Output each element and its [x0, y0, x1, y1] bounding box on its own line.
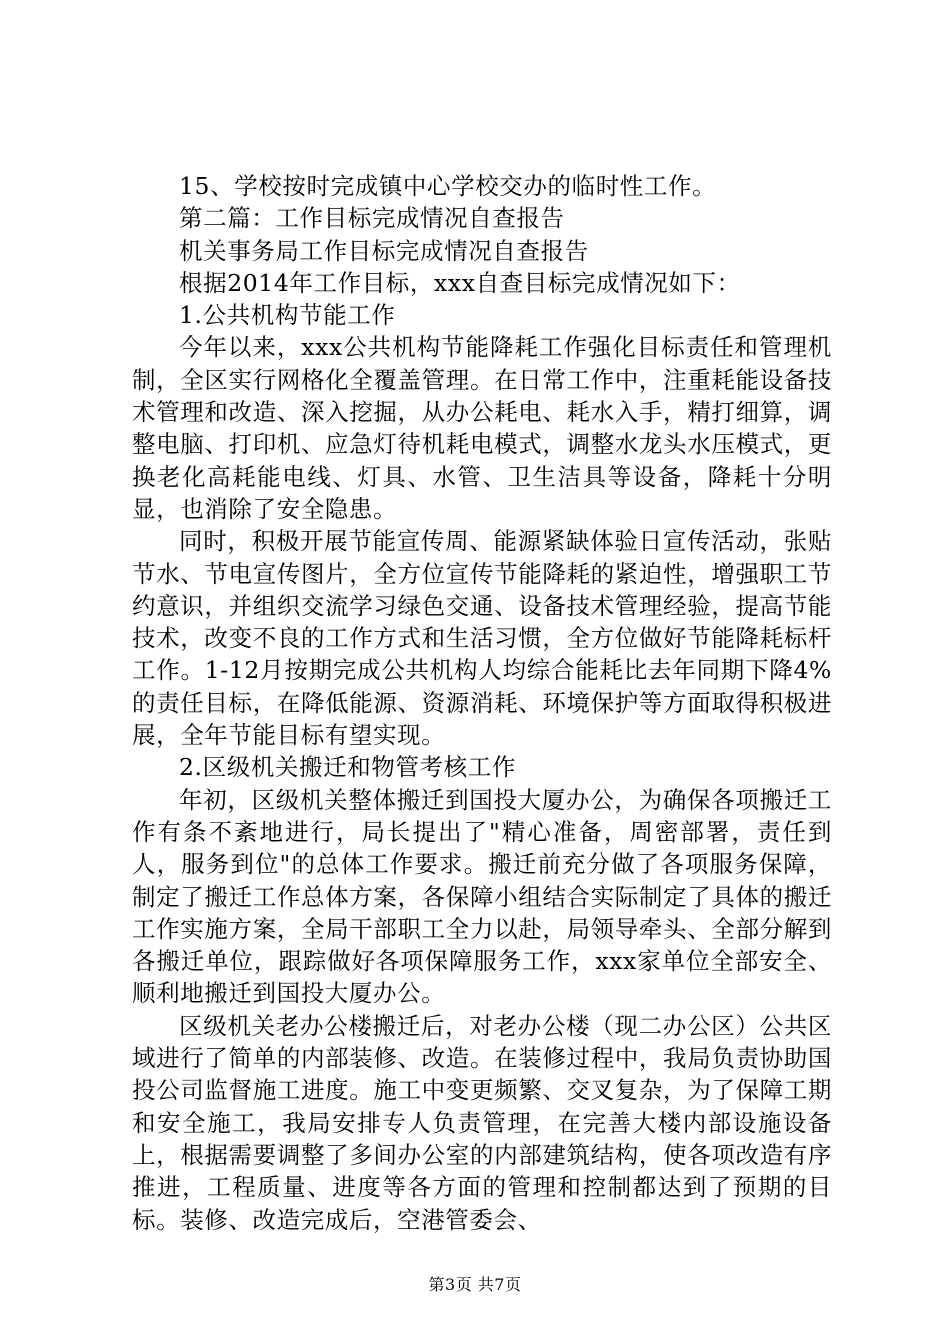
report-title: 机关事务局工作目标完成情况自查报告 — [179, 236, 589, 265]
paragraph-relocation-1: 年初，区级机关整体搬迁到国投大厦办公，为确保各项搬迁工作有条不紊地进行，局长提出了"精心准备，周密部署，责任到人，服务到位"的总体工作要求。搬迁前充分做了各项服务保障，制定了搬迁工作总体方案，各保障小组结合实际制定了具体的搬迁工作实施方案，全局干部职工全力以赴，局领导牵头、全部分解到各搬迁单位，跟踪做好各项保障服务工作，xxx家单位全部安全、顺利地搬迁到国投大厦办公。 — [132, 785, 832, 1008]
heading-energy-saving: 1.公共机构节能工作 — [179, 301, 396, 330]
page-footer — [0, 1272, 950, 1295]
section-title-part-two: 第二篇：工作目标完成情况自查报告 — [179, 204, 565, 233]
paragraph-energy-1: 今年以来，xxx公共机构节能降耗工作强化目标责任和管理机制，全区实行网格化全覆盖管理。在日常工作中，注重耗能设备技术管理和改造、深入挖掘，从办公耗电、耗水入手，精打细算，调整电脑、打印机、应急灯待机耗电模式，调整水龙头水压模式，更换老化高耗能电线、灯具、水管、卫生洁具等设备，降耗十分明显，也消除了安全隐患。 — [132, 333, 832, 523]
text-line-item-15: 15、学校按时完成镇中心学校交办的临时性工作。 — [179, 172, 717, 200]
intro-line: 根据2014年工作目标，xxx自查目标完成情况如下： — [179, 268, 741, 297]
document-body — [132, 170, 832, 1236]
paragraph-relocation-2: 区级机关老办公楼搬迁后，对老办公楼（现二办公区）公共区域进行了简单的内部装修、改造。在装修过程中，我局负责协助国投公司监督施工进度。施工中变更频繁、交叉复杂，为了保障工期和安全施工，我局安排专人负责管理，在完善大楼内部设施设备上，根据需要调整了多间办公室的内部建筑结构，使各项改造有序推进，工程质量、进度等各方面的管理和控制都达到了预期的目标。装修、改造完成后，空港管委会、 — [132, 1011, 832, 1234]
heading-relocation: 2.区级机关搬迁和物管考核工作 — [179, 753, 516, 782]
page-number: 第3页 共7页 — [428, 1275, 522, 1294]
paragraph-energy-2: 同时，积极开展节能宣传周、能源紧缺体验日宣传活动，张贴节水、节电宣传图片，全方位宣传节能降耗的紧迫性，增强职工节约意识，并组织交流学习绿色交通、设备技术管理经验，提高节能技术，改变不良的工作方式和生活习惯，全方位做好节能降耗标杆工作。1-12月按期完成公共机构人均综合能耗比去年同期下降4%的责任目标，在降低能源、资源消耗、环境保护等方面取得积极进展，全年节能目标有望实现。 — [132, 527, 832, 750]
